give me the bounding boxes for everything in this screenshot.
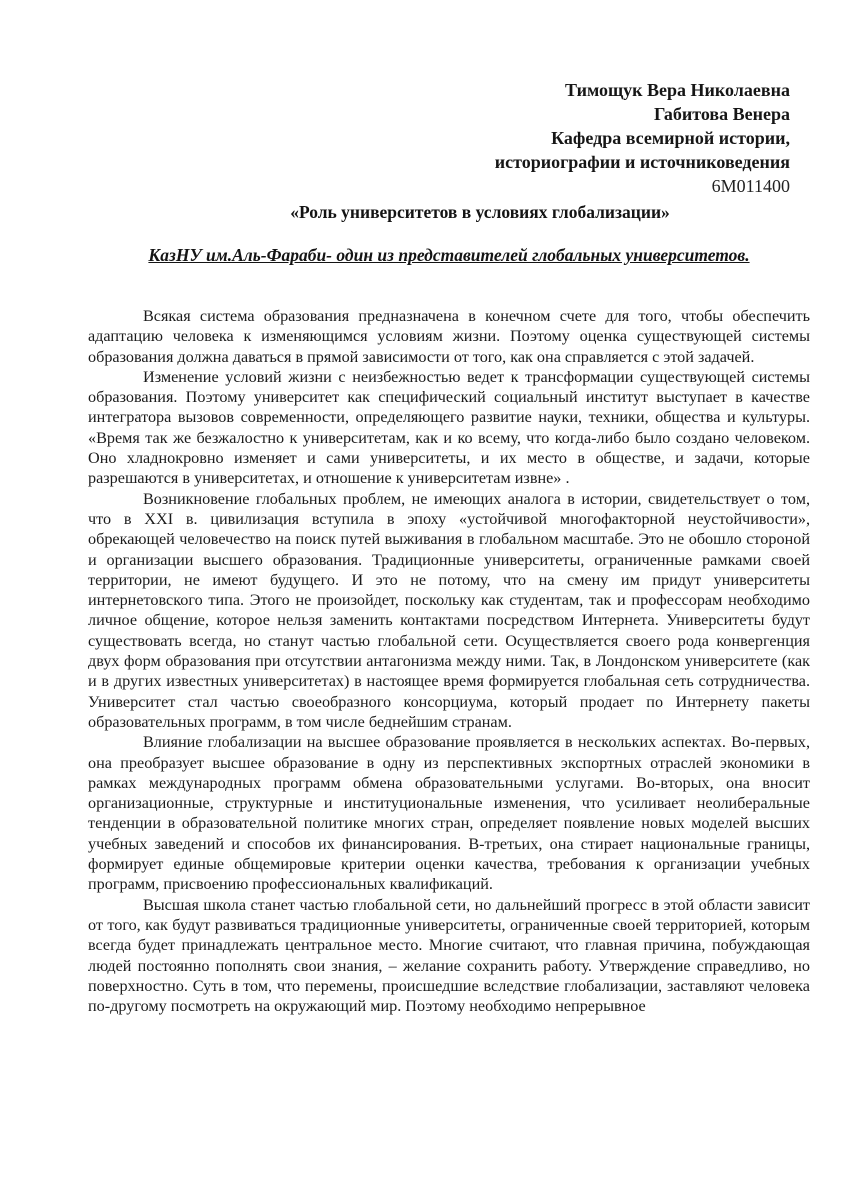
- document-subtitle: КазНУ им.Аль-Фараби- один из представителей глобальных университетов.: [148, 245, 750, 265]
- author-name-line: Габитова Венера: [654, 104, 790, 124]
- document-title: «Роль университетов в условиях глобализации»: [290, 202, 670, 222]
- paragraph-5: Высшая школа станет частью глобальной сети, но дальнейший прогресс в этой области зависит от того, как будут развиваться традиционные университеты, ограниченные своей территорией, которым всегда будет принадлежать центральное место. Многие считают, что главная причина, побуждающая людей постоянно пополнять свои знания, – желание сохранить работу. Утверждение справедливо, но поверхностно. Суть в том, что перемены, происшедшие вследствие глобализации, заставляют человека по-другому посмотреть на окружающий мир. Поэтому необходимо непрерывное: [88, 895, 810, 1016]
- document-body: [88, 306, 810, 1016]
- specialty-code: 6М011400: [711, 176, 790, 196]
- department-line: историографии и источниковедения: [494, 152, 790, 172]
- paragraph-3: Возникновение глобальных проблем, не имеющих аналога в истории, свидетельствует о том, что в XXI в. цивилизация вступила в эпоху «устойчивой многофакторной неустойчивости», обрекающей человечество на поиск путей выживания в глобальном масштабе. Это не обошло стороной и организации высшего образования. Традиционные университеты, ограниченные рамками своей территории, не имеют будущего. И это не потому, что на смену им придут университеты интернетовского типа. Этого не произойдет, поскольку как студентам, так и профессорам необходимо личное общение, которое нельзя заменить контактами посредством Интернета. Университеты будут существовать всегда, но станут частью глобальной сети. Осуществляется своего рода конвергенция двух форм образования при отсутствии антагонизма между ними. Так, в Лондонском университете (как и в других известных университетах) в настоящее время формируется глобальная сеть сотрудничества. Университет стал частью своеобразного консорциума, который продает по Интернету пакеты образовательных программ, в том числе беднейшим странам.: [88, 489, 810, 731]
- paragraph-2: Изменение условий жизни с неизбежностью ведет к трансформации существующей системы образования. Поэтому университет как специфический социальный институт выступает в качестве интегратора вызовов современности, определяющего развитие науки, техники, общества и культуры. «Время так же безжалостно к университетам, как и ко всему, что когда-либо было создано человеком. Оно хладнокровно изменяет и сами университеты, и их место в обществе, и задачи, которые разрешаются в университетах, и отношение к университетам извне» .: [88, 367, 810, 488]
- paragraph-4: Влияние глобализации на высшее образование проявляется в нескольких аспектах. Во-первых, она преобразует высшее образование в одну из перспективных экспортных отраслей экономики в рамках международных программ обмена образовательными услугами. Во-вторых, она вносит организационные, структурные и институциональные изменения, что усиливает неолиберальные тенденции в образовательной политике многих стран, определяет появление новых моделей высших учебных заведений и способов их финансирования. В-третьих, она стирает национальные границы, формирует единые общемировые критерии оценки качества, требования к организации учебных программ, присвоению профессиональных квалификаций.: [88, 733, 810, 894]
- department-line: Кафедра всемирной истории,: [551, 128, 790, 148]
- author-name-line: Тимощук Вера Николаевна: [565, 80, 790, 100]
- paragraph-1: Всякая система образования предназначена в конечном счете для того, чтобы обеспечить адаптацию человека к изменяющимся условиям жизни. Поэтому оценка существующей системы образования должна даваться в прямой зависимости от того, как она справляется с этой задачей.: [88, 307, 810, 366]
- author-block: [88, 78, 790, 198]
